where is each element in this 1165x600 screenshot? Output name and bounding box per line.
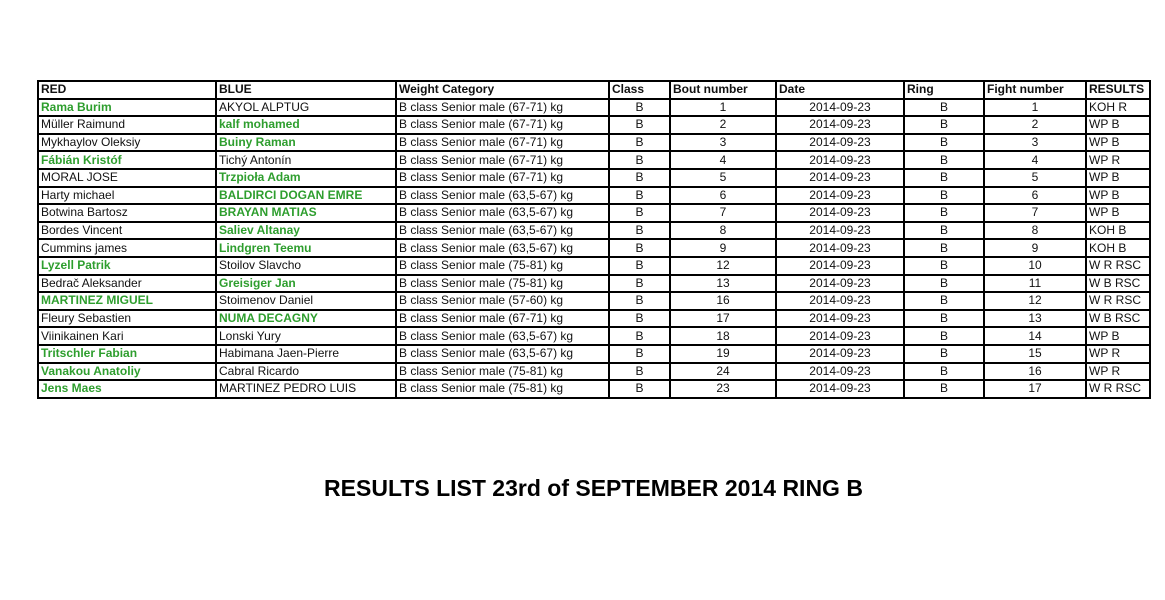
class-cell: B — [609, 151, 670, 169]
red-fighter-cell: Cummins james — [38, 239, 216, 257]
table-row — [38, 363, 1150, 381]
blue-fighter-cell: Lonski Yury — [216, 327, 396, 345]
result-cell: WP B — [1086, 327, 1150, 345]
class-cell: B — [609, 222, 670, 240]
class-cell: B — [609, 380, 670, 398]
results-table — [37, 80, 1151, 399]
ring-cell: B — [904, 151, 984, 169]
table-row — [38, 239, 1150, 257]
bout-number-cell: 7 — [670, 204, 776, 222]
blue-fighter-cell: Cabral Ricardo — [216, 363, 396, 381]
blue-fighter-cell: Stoilov Slavcho — [216, 257, 396, 275]
red-fighter-cell: Harty michael — [38, 187, 216, 205]
blue-fighter-cell: Habimana Jaen-Pierre — [216, 345, 396, 363]
weight-category-cell: B class Senior male (63,5-67) kg — [396, 187, 609, 205]
table-row — [38, 327, 1150, 345]
class-cell: B — [609, 327, 670, 345]
fight-number-cell: 3 — [984, 134, 1086, 152]
result-cell: WP R — [1086, 151, 1150, 169]
class-cell: B — [609, 310, 670, 328]
ring-cell: B — [904, 310, 984, 328]
column-header-ring: Ring — [904, 81, 984, 99]
result-cell: WP B — [1086, 169, 1150, 187]
column-header-class: Class — [609, 81, 670, 99]
bout-number-cell: 2 — [670, 116, 776, 134]
weight-category-cell: B class Senior male (67-71) kg — [396, 169, 609, 187]
date-cell: 2014-09-23 — [776, 222, 904, 240]
weight-category-cell: B class Senior male (63,5-67) kg — [396, 239, 609, 257]
page-title: RESULTS LIST 23rd of SEPTEMBER 2014 RING B — [324, 475, 863, 501]
class-cell: B — [609, 204, 670, 222]
column-header-date: Date — [776, 81, 904, 99]
weight-category-cell: B class Senior male (75-81) kg — [396, 257, 609, 275]
weight-category-cell: B class Senior male (63,5-67) kg — [396, 327, 609, 345]
date-cell: 2014-09-23 — [776, 239, 904, 257]
ring-cell: B — [904, 345, 984, 363]
blue-fighter-cell: Tichý Antonín — [216, 151, 396, 169]
weight-category-cell: B class Senior male (67-71) kg — [396, 134, 609, 152]
weight-category-cell: B class Senior male (75-81) kg — [396, 380, 609, 398]
fight-number-cell: 1 — [984, 99, 1086, 117]
class-cell: B — [609, 116, 670, 134]
ring-cell: B — [904, 222, 984, 240]
bout-number-cell: 12 — [670, 257, 776, 275]
table-row — [38, 151, 1150, 169]
weight-category-cell: B class Senior male (57-60) kg — [396, 292, 609, 310]
result-cell: W R RSC — [1086, 292, 1150, 310]
column-header-fight-number: Fight number — [984, 81, 1086, 99]
date-cell: 2014-09-23 — [776, 327, 904, 345]
fight-number-cell: 6 — [984, 187, 1086, 205]
red-fighter-cell: Fleury Sebastien — [38, 310, 216, 328]
red-fighter-cell: Vanakou Anatoliy — [38, 363, 216, 381]
result-cell: KOH B — [1086, 239, 1150, 257]
bout-number-cell: 19 — [670, 345, 776, 363]
fight-number-cell: 5 — [984, 169, 1086, 187]
red-fighter-cell: Mykhaylov Oleksiy — [38, 134, 216, 152]
fight-number-cell: 14 — [984, 327, 1086, 345]
result-cell: WP B — [1086, 134, 1150, 152]
date-cell: 2014-09-23 — [776, 257, 904, 275]
fight-number-cell: 4 — [984, 151, 1086, 169]
bout-number-cell: 24 — [670, 363, 776, 381]
ring-cell: B — [904, 363, 984, 381]
column-header-bout-number: Bout number — [670, 81, 776, 99]
class-cell: B — [609, 99, 670, 117]
bout-number-cell: 9 — [670, 239, 776, 257]
ring-cell: B — [904, 275, 984, 293]
blue-fighter-cell: NUMA DECAGNY — [216, 310, 396, 328]
fight-number-cell: 13 — [984, 310, 1086, 328]
ring-cell: B — [904, 292, 984, 310]
date-cell: 2014-09-23 — [776, 292, 904, 310]
red-fighter-cell: Jens Maes — [38, 380, 216, 398]
ring-cell: B — [904, 134, 984, 152]
weight-category-cell: B class Senior male (67-71) kg — [396, 99, 609, 117]
table-row — [38, 292, 1150, 310]
fight-number-cell: 10 — [984, 257, 1086, 275]
table-row — [38, 187, 1150, 205]
fight-number-cell: 7 — [984, 204, 1086, 222]
class-cell: B — [609, 169, 670, 187]
table-row — [38, 222, 1150, 240]
blue-fighter-cell: Greisiger Jan — [216, 275, 396, 293]
result-cell: W R RSC — [1086, 257, 1150, 275]
class-cell: B — [609, 345, 670, 363]
table-row — [38, 169, 1150, 187]
date-cell: 2014-09-23 — [776, 275, 904, 293]
table-row — [38, 134, 1150, 152]
red-fighter-cell: Bordes Vincent — [38, 222, 216, 240]
class-cell: B — [609, 292, 670, 310]
fight-number-cell: 8 — [984, 222, 1086, 240]
ring-cell: B — [904, 327, 984, 345]
red-fighter-cell: Lyzell Patrik — [38, 257, 216, 275]
result-cell: WP R — [1086, 363, 1150, 381]
date-cell: 2014-09-23 — [776, 151, 904, 169]
blue-fighter-cell: BALDIRCI DOGAN EMRE — [216, 187, 396, 205]
table-row — [38, 116, 1150, 134]
class-cell: B — [609, 257, 670, 275]
blue-fighter-cell: Stoimenov Daniel — [216, 292, 396, 310]
bout-number-cell: 3 — [670, 134, 776, 152]
fight-number-cell: 9 — [984, 239, 1086, 257]
blue-fighter-cell: BRAYAN MATIAS — [216, 204, 396, 222]
column-header-red-fighter: RED — [38, 81, 216, 99]
result-cell: WP B — [1086, 204, 1150, 222]
ring-cell: B — [904, 169, 984, 187]
result-cell: WP B — [1086, 116, 1150, 134]
class-cell: B — [609, 363, 670, 381]
blue-fighter-cell: AKYOL ALPTUG — [216, 99, 396, 117]
date-cell: 2014-09-23 — [776, 134, 904, 152]
date-cell: 2014-09-23 — [776, 310, 904, 328]
ring-cell: B — [904, 99, 984, 117]
red-fighter-cell: MORAL JOSE — [38, 169, 216, 187]
red-fighter-cell: Bedrač Aleksander — [38, 275, 216, 293]
bout-number-cell: 1 — [670, 99, 776, 117]
red-fighter-cell: MARTINEZ MIGUEL — [38, 292, 216, 310]
class-cell: B — [609, 239, 670, 257]
table-row — [38, 204, 1150, 222]
blue-fighter-cell: MARTINEZ PEDRO LUIS — [216, 380, 396, 398]
weight-category-cell: B class Senior male (67-71) kg — [396, 310, 609, 328]
result-cell: WP R — [1086, 345, 1150, 363]
red-fighter-cell: Müller Raimund — [38, 116, 216, 134]
date-cell: 2014-09-23 — [776, 363, 904, 381]
date-cell: 2014-09-23 — [776, 204, 904, 222]
weight-category-cell: B class Senior male (63,5-67) kg — [396, 345, 609, 363]
result-cell: W R RSC — [1086, 380, 1150, 398]
result-cell: W B RSC — [1086, 275, 1150, 293]
fight-number-cell: 15 — [984, 345, 1086, 363]
table-row — [38, 380, 1150, 398]
blue-fighter-cell: kalf mohamed — [216, 116, 396, 134]
fight-number-cell: 12 — [984, 292, 1086, 310]
bout-number-cell: 13 — [670, 275, 776, 293]
weight-category-cell: B class Senior male (67-71) kg — [396, 151, 609, 169]
table-row — [38, 257, 1150, 275]
weight-category-cell: B class Senior male (63,5-67) kg — [396, 222, 609, 240]
table-row — [38, 310, 1150, 328]
date-cell: 2014-09-23 — [776, 169, 904, 187]
class-cell: B — [609, 275, 670, 293]
red-fighter-cell: Fábián Kristóf — [38, 151, 216, 169]
date-cell: 2014-09-23 — [776, 380, 904, 398]
bout-number-cell: 16 — [670, 292, 776, 310]
column-header-result: RESULTS — [1086, 81, 1150, 99]
bout-number-cell: 4 — [670, 151, 776, 169]
blue-fighter-cell: Buiny Raman — [216, 134, 396, 152]
bout-number-cell: 18 — [670, 327, 776, 345]
date-cell: 2014-09-23 — [776, 99, 904, 117]
red-fighter-cell: Botwina Bartosz — [38, 204, 216, 222]
weight-category-cell: B class Senior male (75-81) kg — [396, 275, 609, 293]
header-row — [38, 81, 1150, 99]
weight-category-cell: B class Senior male (67-71) kg — [396, 116, 609, 134]
fight-number-cell: 2 — [984, 116, 1086, 134]
bout-number-cell: 8 — [670, 222, 776, 240]
column-header-weight-category: Weight Category — [396, 81, 609, 99]
fight-number-cell: 11 — [984, 275, 1086, 293]
class-cell: B — [609, 187, 670, 205]
column-header-blue-fighter: BLUE — [216, 81, 396, 99]
ring-cell: B — [904, 187, 984, 205]
red-fighter-cell: Tritschler Fabian — [38, 345, 216, 363]
red-fighter-cell: Rama Burim — [38, 99, 216, 117]
blue-fighter-cell: Trzpioła Adam — [216, 169, 396, 187]
ring-cell: B — [904, 257, 984, 275]
red-fighter-cell: Viinikainen Kari — [38, 327, 216, 345]
table-row — [38, 275, 1150, 293]
date-cell: 2014-09-23 — [776, 187, 904, 205]
result-cell: KOH B — [1086, 222, 1150, 240]
fight-number-cell: 17 — [984, 380, 1086, 398]
bout-number-cell: 6 — [670, 187, 776, 205]
ring-cell: B — [904, 116, 984, 134]
class-cell: B — [609, 134, 670, 152]
fight-number-cell: 16 — [984, 363, 1086, 381]
table-row — [38, 99, 1150, 117]
blue-fighter-cell: Saliev Altanay — [216, 222, 396, 240]
result-cell: WP B — [1086, 187, 1150, 205]
date-cell: 2014-09-23 — [776, 116, 904, 134]
bout-number-cell: 17 — [670, 310, 776, 328]
bout-number-cell: 5 — [670, 169, 776, 187]
ring-cell: B — [904, 204, 984, 222]
weight-category-cell: B class Senior male (75-81) kg — [396, 363, 609, 381]
ring-cell: B — [904, 380, 984, 398]
result-cell: W B RSC — [1086, 310, 1150, 328]
blue-fighter-cell: Lindgren Teemu — [216, 239, 396, 257]
result-cell: KOH R — [1086, 99, 1150, 117]
weight-category-cell: B class Senior male (63,5-67) kg — [396, 204, 609, 222]
ring-cell: B — [904, 239, 984, 257]
bout-number-cell: 23 — [670, 380, 776, 398]
table-row — [38, 345, 1150, 363]
date-cell: 2014-09-23 — [776, 345, 904, 363]
